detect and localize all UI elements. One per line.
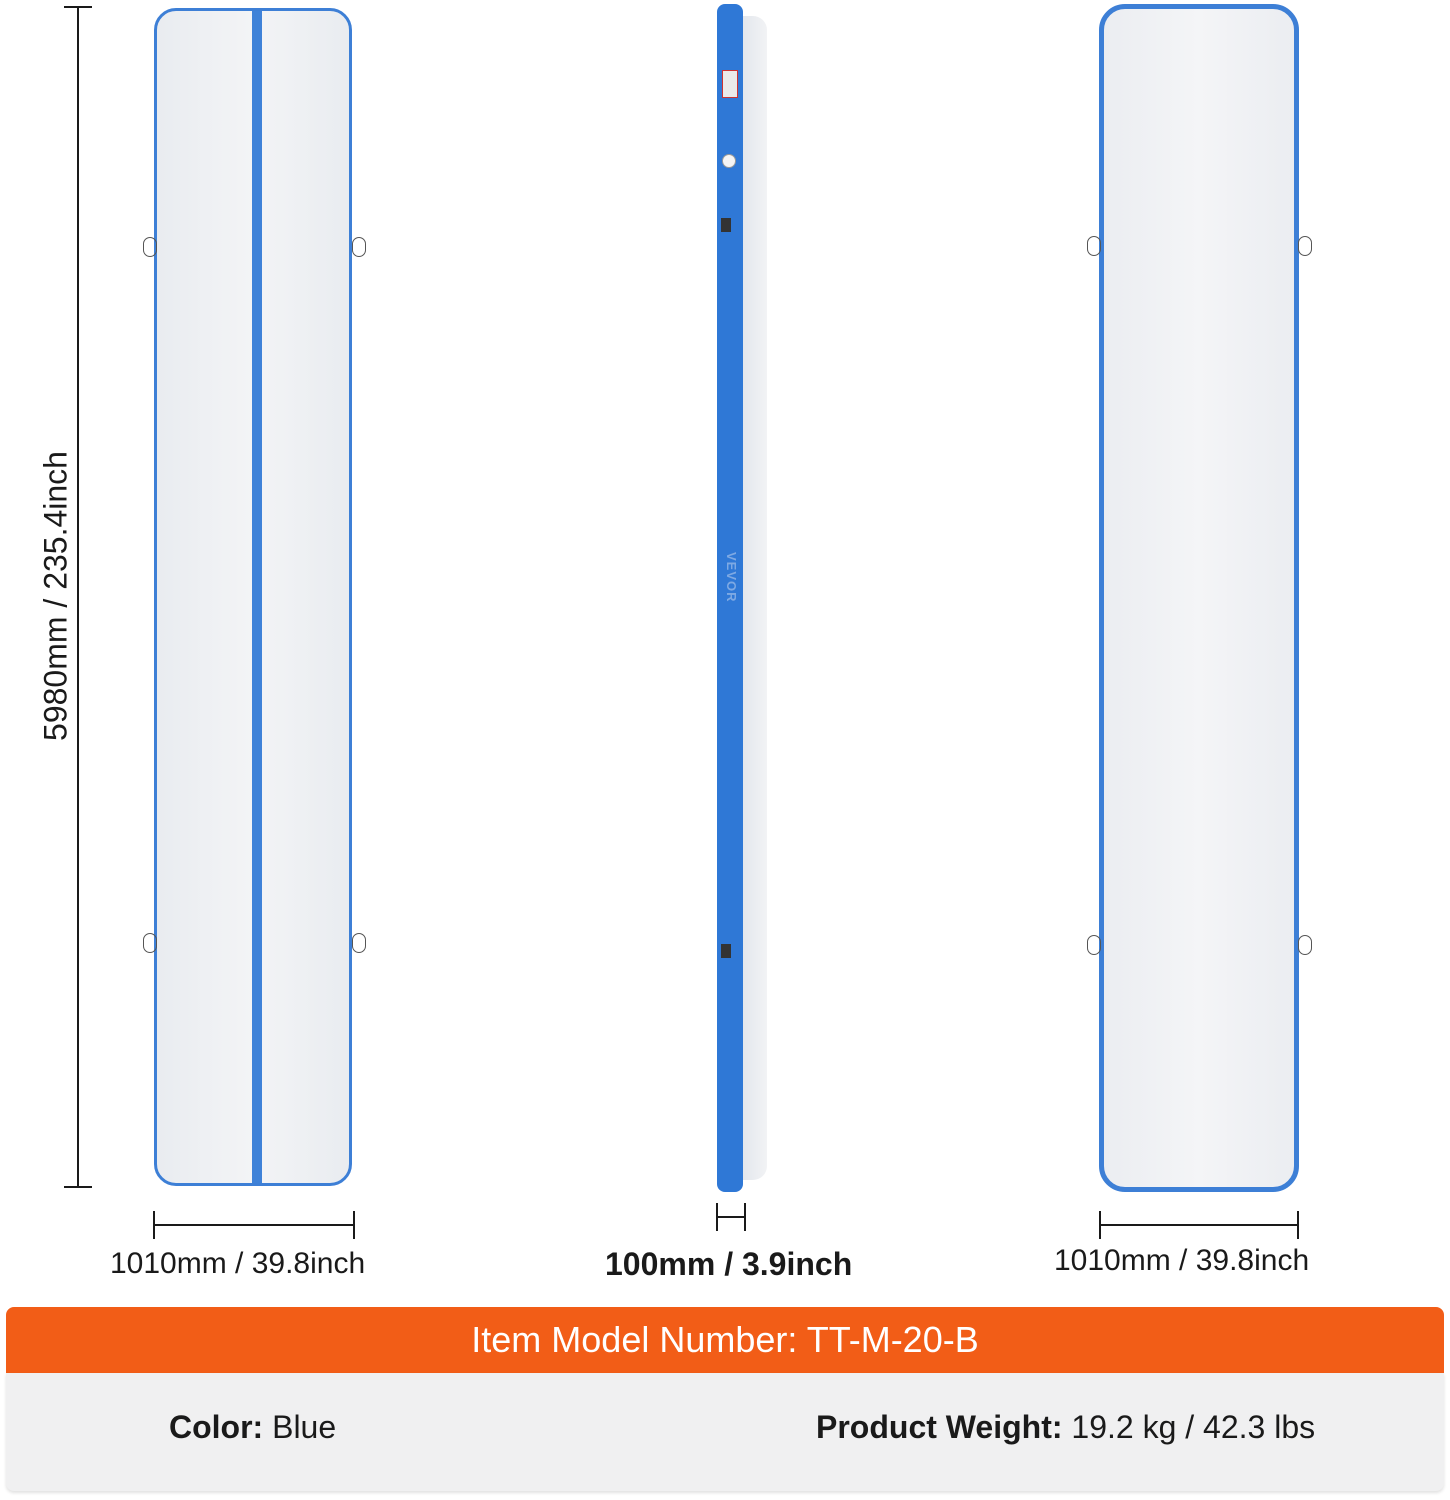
- side-brand-text: VEVOR: [724, 552, 739, 603]
- color-spec: [169, 1409, 336, 1446]
- thickness-dimension-line: [716, 1216, 746, 1218]
- logo-patch-icon: [721, 944, 731, 958]
- color-spec-label: Color:: [169, 1409, 264, 1445]
- left-width-dimension-label: 1010mm / 39.8inch: [110, 1247, 366, 1280]
- spec-bar: [6, 1373, 1444, 1491]
- right-width-dimension-line: [1099, 1224, 1299, 1226]
- handle-icon: [352, 237, 366, 257]
- handle-icon: [1087, 236, 1101, 256]
- weight-spec-label: Product Weight:: [816, 1409, 1063, 1445]
- handle-icon: [1298, 935, 1312, 955]
- left-width-dimension-line: [153, 1224, 355, 1226]
- left-width-dimension-right-tick: [353, 1211, 355, 1239]
- right-width-dimension-right-tick: [1297, 1211, 1299, 1239]
- mat-bottom-view: [1099, 4, 1299, 1192]
- length-dimension-line: [77, 6, 79, 1188]
- thickness-dimension-label: 100mm / 3.9inch: [605, 1246, 853, 1282]
- mat-side-view: [717, 4, 767, 1192]
- handle-icon: [143, 237, 157, 257]
- label-tag-icon: [722, 70, 738, 98]
- right-width-dimension-label: 1010mm / 39.8inch: [1054, 1244, 1310, 1277]
- model-number-bar: [6, 1307, 1444, 1373]
- mat-top-view: [154, 8, 352, 1186]
- weight-spec: [816, 1409, 1315, 1446]
- length-dimension-label: 5980mm / 235.4inch: [37, 451, 74, 741]
- color-spec-value: Blue: [272, 1409, 337, 1445]
- length-dimension-bottom-tick: [64, 1186, 92, 1188]
- handle-icon: [1087, 935, 1101, 955]
- thickness-dimension-right-tick: [744, 1203, 746, 1231]
- logo-patch-icon: [721, 218, 731, 232]
- model-number-text: Item Model Number: TT-M-20-B: [471, 1319, 979, 1360]
- handle-icon: [143, 933, 157, 953]
- weight-spec-value: 19.2 kg / 42.3 lbs: [1071, 1409, 1316, 1445]
- center-stripe: [252, 11, 262, 1183]
- side-surface: [741, 16, 767, 1180]
- handle-icon: [352, 933, 366, 953]
- handle-icon: [1298, 236, 1312, 256]
- air-valve-icon: [722, 154, 736, 168]
